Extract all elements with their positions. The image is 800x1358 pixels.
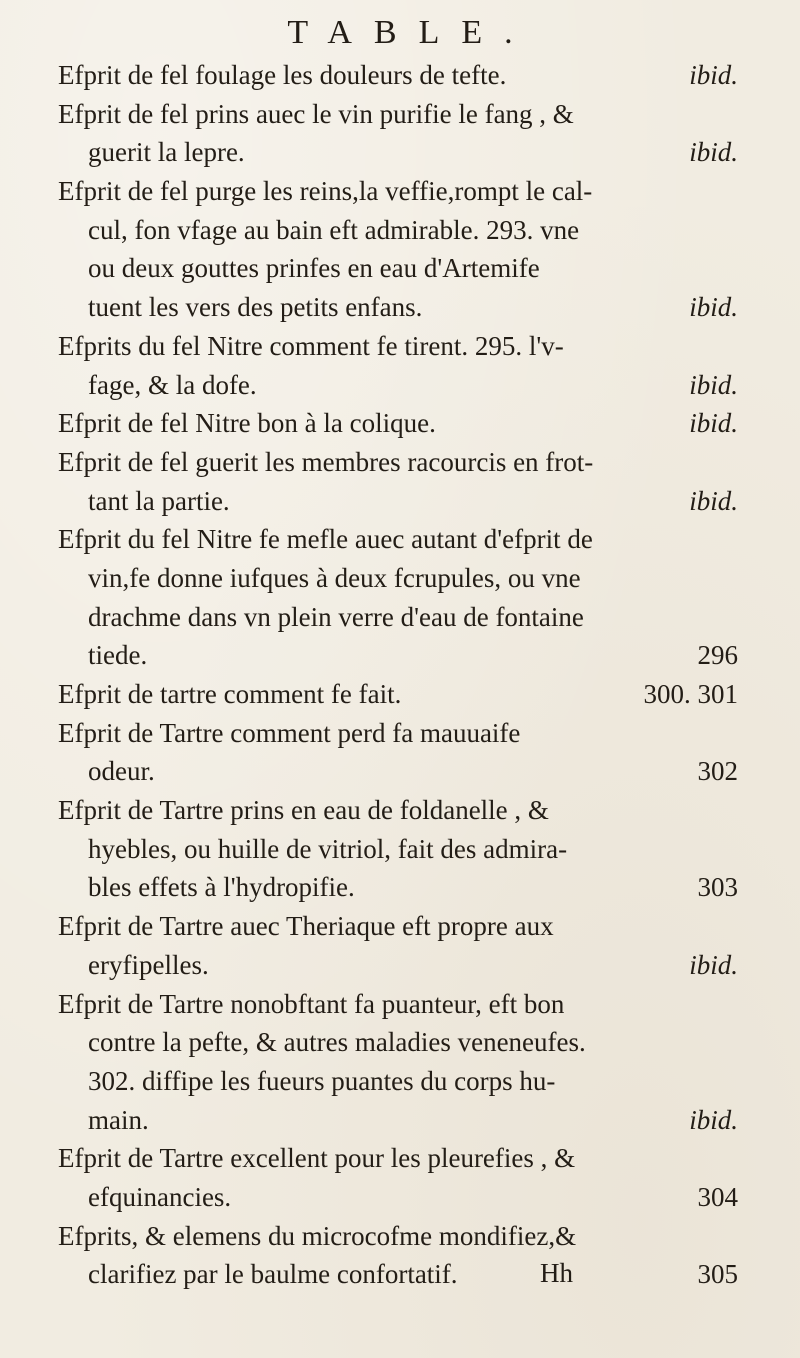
index-line	[58, 404, 738, 443]
index-line	[58, 598, 738, 637]
index-line	[58, 211, 738, 250]
index-line	[58, 830, 738, 869]
page-reference: 300. 301	[643, 679, 738, 709]
index-line	[58, 327, 738, 366]
index-line	[58, 133, 738, 172]
index-line	[58, 482, 738, 521]
index-line	[58, 1217, 738, 1256]
entry-text: Efprits du fel Nitre comment fe tirent. 295. l'v-	[58, 330, 564, 361]
entry-text: 302. diffipe les fueurs puantes du corps hu-	[88, 1065, 556, 1096]
entry-text: Efprit de Tartre excellent pour les pleurefies , &	[58, 1143, 576, 1174]
entry-text: Efprit de fel prins auec le vin purifie le fang , &	[58, 98, 574, 129]
index-line	[58, 1255, 738, 1294]
entry-text: Efprit de fel guerit les membres racourcis en frot-	[58, 446, 594, 477]
entry-text: Efprit de Tartre nonobftant fa puanteur, eft bon	[58, 988, 565, 1019]
entry-text: Efprit de fel Nitre bon à la colique.	[58, 408, 436, 439]
entry-text: drachme dans vn plein verre d'eau de fontaine	[88, 601, 584, 632]
page-reference: ibid.	[689, 292, 738, 323]
index-line	[58, 675, 738, 714]
index-line	[58, 714, 738, 753]
index-line	[58, 946, 738, 985]
entry-text: ou deux gouttes prinfes en eau d'Artemife	[88, 253, 540, 284]
page-reference: 303	[697, 872, 738, 903]
index-line	[58, 172, 738, 211]
entry-text: Efprits, & elemens du microcofme mondifiez,&	[58, 1220, 577, 1251]
entry-text: bles effets à l'hydropifie.	[88, 872, 355, 903]
index-line	[58, 791, 738, 830]
index-line	[58, 1062, 738, 1101]
page-reference: ibid.	[689, 137, 738, 168]
entry-text: tant la partie.	[88, 485, 230, 516]
page-reference: 304	[697, 1181, 738, 1212]
index-line	[58, 1101, 738, 1140]
page-reference: ibid.	[689, 60, 738, 90]
page-reference: ibid.	[689, 369, 738, 400]
entry-text: tiede.	[88, 640, 148, 671]
index-line	[58, 443, 738, 482]
entry-text: Efprit de fel foulage les douleurs de tefte.	[58, 60, 507, 90]
entry-text: Efprit de tartre comment fe fait.	[58, 679, 402, 709]
index-line	[58, 1178, 738, 1217]
index-line	[58, 1023, 738, 1062]
page-reference: 305	[697, 1259, 738, 1290]
page-reference: ibid.	[689, 408, 738, 439]
entry-text: Efprit du fel Nitre fe mefle auec autant d'efprit de	[58, 524, 593, 555]
index-line	[58, 95, 738, 134]
entry-text: cul, fon vfage au bain eft admirable. 293. vne	[88, 214, 580, 245]
index-line	[58, 366, 738, 405]
entry-text: efquinancies.	[88, 1181, 232, 1212]
page-reference: ibid.	[689, 485, 738, 516]
page-reference: 296	[697, 640, 738, 671]
entry-text: eryfipelles.	[88, 949, 209, 980]
entry-text: guerit la lepre.	[88, 137, 245, 168]
index-line	[58, 56, 738, 95]
entry-text: odeur.	[88, 756, 155, 787]
entry-text: main.	[88, 1104, 149, 1135]
index-line	[58, 520, 738, 559]
index-entries	[58, 56, 738, 1294]
index-line	[58, 752, 738, 791]
page-reference: 302	[697, 756, 738, 787]
entry-text: contre la pefte, & autres maladies veneneufes.	[88, 1027, 586, 1058]
index-line	[58, 288, 738, 327]
entry-text: Efprit de Tartre prins en eau de foldanelle , &	[58, 795, 549, 826]
signature-mark: Hh	[540, 1258, 573, 1288]
index-line	[58, 636, 738, 675]
index-line	[58, 559, 738, 598]
page-reference: ibid.	[689, 1104, 738, 1135]
index-line	[58, 1139, 738, 1178]
entry-text: Efprit de fel purge les reins,la veffie,rompt le cal-	[58, 176, 593, 207]
running-head: TABLE.	[287, 14, 535, 51]
entry-text: hyebles, ou huille de vitriol, fait des admira-	[88, 833, 568, 864]
page-reference: ibid.	[689, 949, 738, 980]
entry-text: Efprit de Tartre comment perd fa mauuaife	[58, 717, 521, 748]
entry-text: clarifiez par le baulme confortatif.	[88, 1259, 458, 1290]
index-line	[58, 985, 738, 1024]
entry-text: tuent les vers des petits enfans.	[88, 292, 423, 323]
index-line	[58, 868, 738, 907]
index-line	[58, 907, 738, 946]
entry-text: Efprit de Tartre auec Theriaque eft propre aux	[58, 911, 554, 942]
index-line	[58, 249, 738, 288]
entry-text: vin,fe donne iufques à deux fcrupules, ou vne	[88, 562, 581, 593]
entry-text: fage, & la dofe.	[88, 369, 257, 400]
